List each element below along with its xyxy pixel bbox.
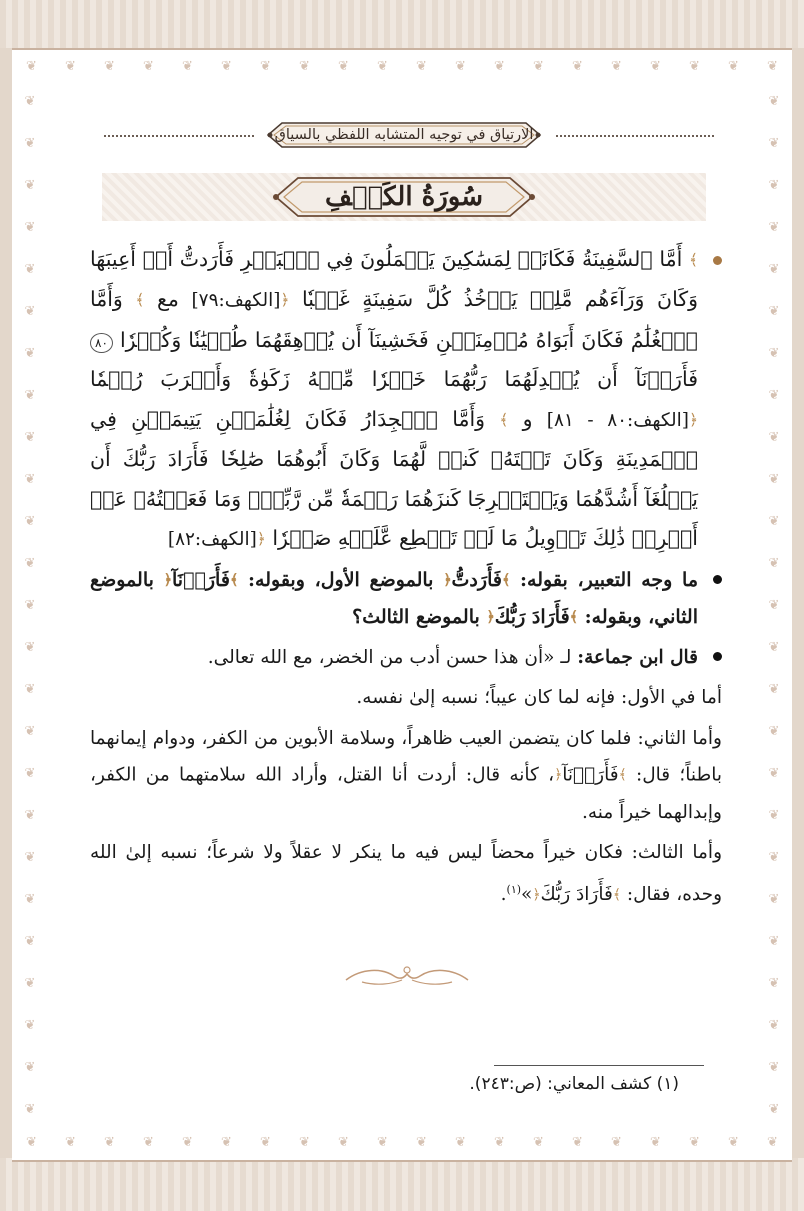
top-ornament-row: ❦ ❦ ❦ ❦ ❦ ❦ ❦ ❦ ❦ ❦ ❦ ❦ ❦ ❦ ❦ ❦ ❦ ❦ ❦ ❦ (26, 59, 778, 74)
bottom-border-band (0, 1158, 804, 1211)
footnote-marker[interactable]: (١) (506, 883, 522, 897)
verse-79: أَمَّا ٱلسَّفِينَةُ فَكَانَتۡ لِمَسَٰكِينَ يَعۡمَلُونَ فِي ٱلۡبَحۡرِ فَأَرَدتُّ أَنۡ أَعِيبَهَا وَكَانَ وَرَآءَهُم مَّلِكٞ يَأۡخُذُ كُلَّ سَفِينَةٍ غَصۡبٗا (90, 247, 698, 312)
left-border-band (0, 48, 12, 1158)
right-border-band (792, 48, 804, 1158)
section-divider-ornament-icon (342, 962, 472, 990)
scholar-name: قال ابن جماعة: (577, 646, 698, 668)
answer-intro: قال ابن جماعة: لـ «أن هذا حسن أدب من الخضر، مع الله تعالى. (90, 639, 722, 676)
answer-first: أما في الأول: فإنه لما كان عيباً؛ نسبه إلىٰ نفسه. (356, 686, 722, 708)
main-text (90, 240, 722, 914)
footnote-rule (494, 1065, 704, 1066)
running-header (104, 120, 714, 150)
verse-82: وَأَمَّا ٱلۡجِدَارُ فَكَانَ لِغُلَٰمَيۡنِ يَتِيمَيۡنِ فِي ٱلۡمَدِينَةِ وَكَانَ تَحۡتَهُۥ كَنزٞ لَّهُمَا وَكَانَ أَبُوهُمَا صَٰلِحٗا فَأَرَادَ رَبُّكَ أَن يَبۡلُغَآ أَشُدَّهُمَا وَيَسۡتَخۡرِجَا كَنزَهُمَا رَحۡمَةٗ مِّن رَّبِّكَۚ وَمَا فَعَلۡتُهُۥ عَنۡ أَمۡرِيۚ ذَٰلِكَ تَأۡوِيلُ مَا لَمۡ تَسۡطِع عَّلَيۡهِ صَبۡرٗا (90, 406, 698, 551)
left-ornament-column: ❦ ❦ ❦ ❦ ❦ ❦ ❦ ❦ ❦ ❦ ❦ ❦ ❦ ❦ ❦ ❦ ❦ ❦ ❦ ❦ ❦ ❦ ❦ ❦ ❦ (24, 93, 36, 1117)
bullet-icon (713, 652, 722, 661)
header-title: الارتياق في توجيه المتشابه اللفظي بالسياق (274, 127, 534, 143)
quran-passage: ﴾ أَمَّا ٱلسَّفِينَةُ فَكَانَتۡ لِمَسَٰكِينَ يَعۡمَلُونَ فِي ٱلۡبَحۡرِ فَأَرَدتُّ أَنۡ أَعِيبَهَا وَكَانَ وَرَآءَهُم مَّلِكٞ يَأۡخُذُ كُلَّ سَفِينَةٍ غَصۡبٗا ﴿[الكهف:٧٩] مع ﴾ وَأَمَّا ٱلۡغُلَٰمُ فَكَانَ أَبَوَاهُ مُؤۡمِنَيۡنِ فَخَشِينَآ أَن يُرۡهِقَهُمَا طُغۡيَٰنٗا وَكُفۡرٗا ٨٠ فَأَرَدۡنَآ أَن يُبۡدِلَهُمَا رَبُّهُمَا خَيۡرٗا مِّنۡهُ زَكَوٰةٗ وَأَقۡرَبَ رُحۡمٗا ﴿[الكهف:٨٠ - ٨١] و ﴾ وَأَمَّا ٱلۡجِدَارُ فَكَانَ لِغُلَٰمَيۡنِ يَتِيمَيۡنِ فِي ٱلۡمَدِينَةِ وَكَانَ تَحۡتَهُۥ كَنزٞ لَّهُمَا وَكَانَ أَبُوهُمَا صَٰلِحٗا فَأَرَادَ رَبُّكَ أَن يَبۡلُغَآ أَشُدَّهُمَا وَيَسۡتَخۡرِجَا كَنزَهُمَا رَحۡمَةٗ مِّن رَّبِّكَۚ وَمَا فَعَلۡتُهُۥ عَنۡ أَمۡرِيۚ ذَٰلِكَ تَأۡوِيلُ مَا لَمۡ تَسۡطِع عَّلَيۡهِ صَبۡرٗا ﴿[الكهف:٨٢] (90, 240, 722, 560)
header-dotted-rule-left (104, 135, 254, 137)
surah-title: سُورَةُ الكَهۡفِ (324, 182, 484, 212)
bottom-ornament-row: ❦ ❦ ❦ ❦ ❦ ❦ ❦ ❦ ❦ ❦ ❦ ❦ ❦ ❦ ❦ ❦ ❦ ❦ ❦ ❦ (26, 1135, 778, 1150)
ref-79: [الكهف:٧٩] (191, 290, 281, 312)
top-border-band (0, 0, 804, 48)
surah-title-band (102, 173, 706, 221)
right-ornament-column: ❦ ❦ ❦ ❦ ❦ ❦ ❦ ❦ ❦ ❦ ❦ ❦ ❦ ❦ ❦ ❦ ❦ ❦ ❦ ❦ ❦ ❦ ❦ ❦ ❦ (768, 93, 780, 1117)
verse-81: فَأَرَدۡنَآ أَن يُبۡدِلَهُمَا رَبُّهُمَا خَيۡرٗا مِّنۡهُ زَكَوٰةٗ وَأَقۡرَبَ رُحۡمٗا (90, 367, 698, 392)
ref-80-81: [الكهف:٨٠ - ٨١] (546, 409, 689, 431)
bullet-icon (713, 256, 722, 265)
header-title-frame (264, 120, 544, 150)
question: ما وجه التعبير، بقوله: ﴾فَأَرَدتُّ﴿ بالموضع الأول، وبقوله: ﴾فَأَرَدۡنَآ﴿ بالموضع الثاني، وبقوله: ﴾فَأَرَادَ رَبُّكَ﴿ بالموضع الثالث؟ (90, 562, 722, 637)
answer-second: وأما الثاني: فلما كان يتضمن العيب ظاهراً، وسلامة الأبوين من الكفر، ودوام إيمانهما باطناً؛ قال: ﴾فَأَرَدۡنَآ﴿، كأنه قال: أردت أنا القتل، وأراد الله سلامتهما من الكفر، وإبدالهما خيراً منه. (90, 727, 722, 823)
ref-82: [الكهف:٨٢] (167, 529, 257, 551)
surah-title-frame (272, 175, 536, 219)
header-dotted-rule-right (556, 135, 714, 137)
answer-third: وأما الثالث: فكان خيراً محضاً ليس فيه ما ينكر لا عقلاً ولا شرعاً؛ نسبه إلىٰ الله وحده، فقال: ﴾فَأَرَادَ رَبُّكَ﴿»$^{(١)}$. (90, 842, 722, 906)
page-sheet (12, 48, 792, 1162)
bullet-icon (713, 575, 722, 584)
ayah-number-80: ٨٠ (90, 333, 113, 353)
verse-80: وَأَمَّا ٱلۡغُلَٰمُ فَكَانَ أَبَوَاهُ مُؤۡمِنَيۡنِ فَخَشِينَآ أَن يُرۡهِقَهُمَا طُغۡيَٰنٗا وَكُفۡرٗا (90, 287, 698, 352)
footnote: (١) كشف المعاني: (ص:٢٤٣). (469, 1074, 679, 1094)
